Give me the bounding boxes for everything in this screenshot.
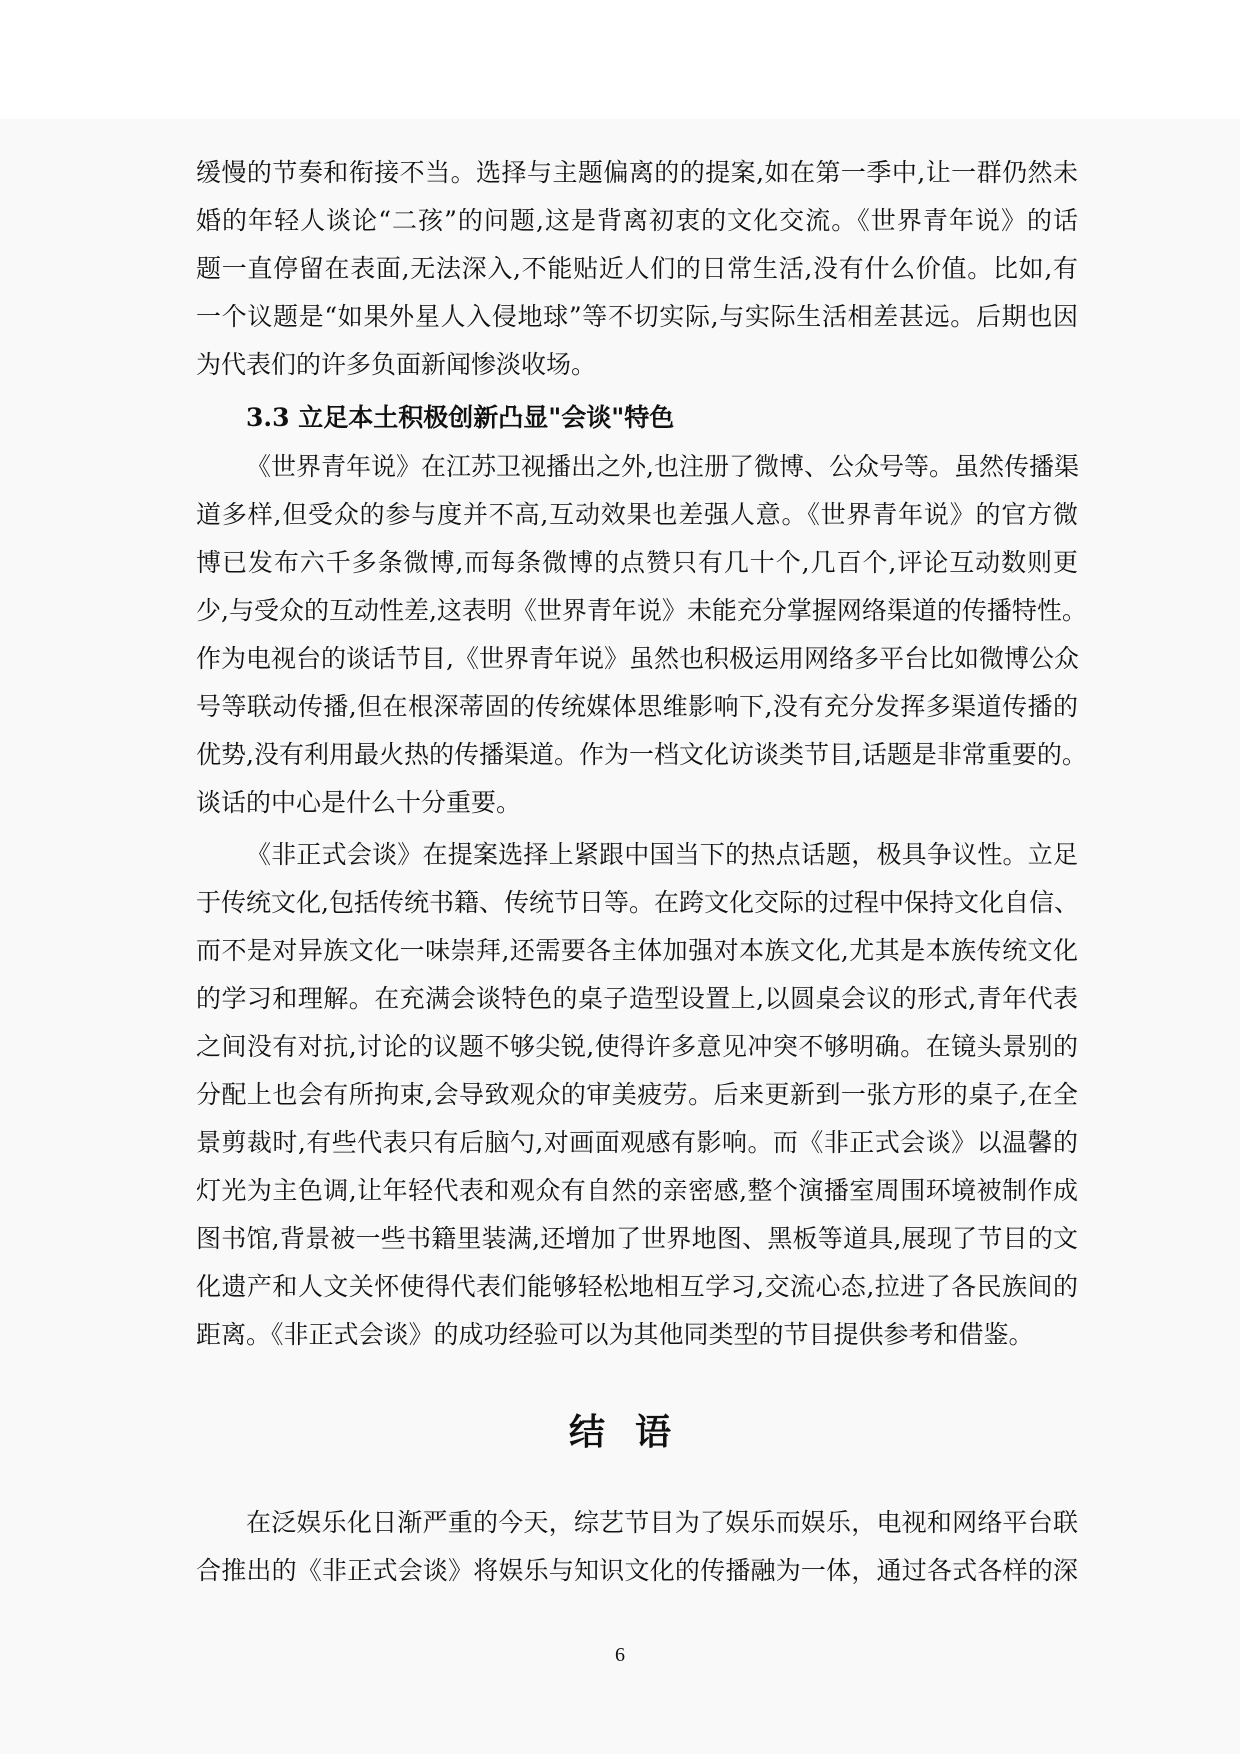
text-line: 合推出的《非正式会谈》将娱乐与知识文化的传播融为一体，通过各式各样的深 <box>196 1556 1078 1585</box>
text-line: 《非正式会谈》在提案选择上紧跟中国当下的热点话题，极具争议性。立足 <box>246 840 1078 869</box>
paragraph-4 <box>196 1499 1078 1595</box>
text-line: 作为电视台的谈话节目,《世界青年说》虽然也积极运用网络多平台比如微博公众 <box>196 644 1079 673</box>
section-heading: 3.3 立足本土积极创新凸显"会谈"特色 <box>246 403 675 432</box>
text-line: 灯光为主色调,让年轻代表和观众有自然的亲密感,整个演播室周围环境被制作成 <box>196 1176 1078 1205</box>
text-line: 题一直停留在表面,无法深入,不能贴近人们的日常生活,没有什么价值。比如,有 <box>196 254 1078 283</box>
text-line: 景剪裁时,有些代表只有后脑勺,对画面观感有影响。而《非正式会谈》以温馨的 <box>196 1128 1078 1157</box>
text-line: 的学习和理解。在充满会谈特色的桌子造型设置上,以圆桌会议的形式,青年代表 <box>196 984 1078 1013</box>
text-line: 距离。《非正式会谈》的成功经验可以为其他同类型的节目提供参考和借鉴。 <box>196 1320 1034 1349</box>
paragraph-2 <box>196 443 1087 827</box>
text-line: 而不是对异族文化一味崇拜,还需要各主体加强对本族文化,尤其是本族传统文化 <box>196 936 1078 965</box>
page-number: 6 <box>615 1644 625 1666</box>
text-line: 《世界青年说》在江苏卫视播出之外,也注册了微博、公众号等。虽然传播渠 <box>246 452 1079 481</box>
text-line: 化遗产和人文关怀使得代表们能够轻松地相互学习,交流心态,拉进了各民族间的 <box>196 1272 1078 1301</box>
text-line: 优势,没有利用最火热的传播渠道。作为一档文化访谈类节目,话题是非常重要的。 <box>196 740 1087 769</box>
chapter-heading: 结语 <box>568 1411 701 1453</box>
text-line: 号等联动传播,但在根深蒂固的传统媒体思维影响下,没有充分发挥多渠道传播的 <box>196 692 1078 721</box>
text-line: 分配上也会有所拘束,会导致观众的审美疲劳。后来更新到一张方形的桌子,在全 <box>196 1080 1078 1109</box>
page-top-margin <box>0 0 1240 119</box>
text-line: 缓慢的节奏和衔接不当。选择与主题偏离的的提案,如在第一季中,让一群仍然未 <box>196 158 1078 187</box>
paragraph-3 <box>196 831 1078 1359</box>
text-line: 于传统文化,包括传统书籍、传统节日等。在跨文化交际的过程中保持文化自信、 <box>196 888 1079 917</box>
text-line: 博已发布六千多条微博,而每条微博的点赞只有几十个,几百个,评论互动数则更 <box>196 548 1078 577</box>
text-line: 一个议题是“如果外星人入侵地球”等不切实际,与实际生活相差甚远。后期也因 <box>196 302 1078 331</box>
paragraph-1 <box>196 149 1078 389</box>
text-line: 为代表们的许多负面新闻惨淡收场。 <box>196 350 597 379</box>
text-line: 之间没有对抗,讨论的议题不够尖锐,使得许多意见冲突不够明确。在镜头景别的 <box>196 1032 1078 1061</box>
text-line: 道多样,但受众的参与度并不高,互动效果也差强人意。《世界青年说》的官方微 <box>196 500 1078 529</box>
text-line: 婚的年轻人谈论“二孩”的问题,这是背离初衷的文化交流。《世界青年说》的话 <box>196 206 1078 235</box>
text-line: 在泛娱乐化日渐严重的今天，综艺节目为了娱乐而娱乐，电视和网络平台联 <box>246 1508 1078 1537</box>
text-line: 谈话的中心是什么十分重要。 <box>196 788 522 817</box>
text-line: 图书馆,背景被一些书籍里装满,还增加了世界地图、黑板等道具,展现了节目的文 <box>196 1224 1078 1253</box>
text-line: 少,与受众的互动性差,这表明《世界青年说》未能充分掌握网络渠道的传播特性。 <box>196 596 1087 625</box>
